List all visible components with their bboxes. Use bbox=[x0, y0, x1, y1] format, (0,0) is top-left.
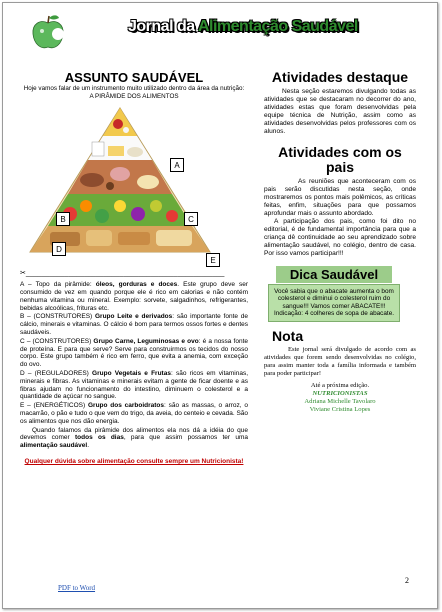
parents-text-1: As reuniões que aconteceram com os pais serão discutidas nesta seção, onde mostraremos os pontos mais polêmicos, as críticas feitas, enfim, situações para que possamos aprofundar mais o assunto abordado. bbox=[264, 178, 416, 218]
page-number: 2 bbox=[405, 576, 409, 585]
pyramid-label-e: E bbox=[206, 253, 220, 267]
activities-text: Nesta seção estaremos divulgando todas as atividades que se destacaram no decorrer do ano, atividades estas que foram desenvolvidas pela equipe técnica de Nutrição, assim como as atividades desenvolvidas pelos professores com os alunos. bbox=[264, 88, 416, 135]
p1-lead: A – Topo da pirâmide: bbox=[20, 281, 96, 289]
paragraph-b bbox=[20, 313, 248, 336]
p6-end: . bbox=[87, 442, 90, 450]
apple-logo-icon bbox=[28, 12, 68, 52]
tip-dose: Indicação: 4 colheres de sopa de abacate. bbox=[273, 310, 395, 318]
tip-box bbox=[268, 284, 400, 322]
pyramid-label-c: C bbox=[184, 212, 198, 226]
paragraph-conclusion bbox=[20, 427, 248, 450]
masthead-highlight: Alimentação Saudável bbox=[197, 18, 358, 35]
p1-bold: óleos, gorduras e doces bbox=[95, 281, 178, 289]
sign-group: NUTRICIONISTAS bbox=[312, 390, 368, 398]
tip-text: Você sabia que o abacate aumenta o bom colesterol e diminui o colesterol ruim do sangue!!! Vamos comer ABACATE!!! bbox=[274, 287, 394, 310]
p2-bold: Grupo Leite e derivados bbox=[94, 313, 173, 321]
paragraph-d bbox=[20, 370, 248, 401]
paragraph-a bbox=[20, 281, 248, 312]
pyramid-label-b: B bbox=[56, 212, 70, 226]
sign-name-2: Viviane Cristina Lopes bbox=[309, 406, 371, 414]
parents-title: Atividades com os pais bbox=[278, 144, 402, 176]
p2-rest: : são importante fonte de cálcio, minerais e vitaminas. O cálcio é bom para termos ossos fortes e dentes saudáveis. bbox=[20, 313, 248, 336]
sign-name-1: Adriana Michelle Tavolaro bbox=[304, 398, 376, 406]
nota-title: Nota bbox=[272, 327, 304, 344]
pyramid-label-a: A bbox=[170, 158, 184, 172]
signature-block bbox=[264, 382, 416, 415]
masthead-title bbox=[128, 18, 358, 36]
p3-rest: : é a nossa fonte de proteína. E para que serve? Serve para construirmos os tecidos do nosso corpo. Este grupo também é rico em ferro, que evita a anemia, com exceção do ovo. bbox=[20, 337, 248, 369]
p6-start: Quando falamos da pirâmide dos alimentos ela nos dá a idéia do que devemos comer bbox=[20, 426, 248, 442]
sign-intro: Até a próxima edição. bbox=[310, 381, 370, 389]
p5-rest: : são as massas, o arroz, o macarrão, o pão e tudo o que vem do trigo, da aveia, do centeio e cevada. São os alimentos que nos dão energia. bbox=[20, 402, 249, 425]
p2-lead: B – (CONSTRUTORES) bbox=[20, 313, 95, 321]
paragraph-c bbox=[20, 338, 248, 369]
masthead-prefix: Jornal da bbox=[128, 18, 198, 35]
dash-line: ___________________________________________________ bbox=[25, 270, 225, 278]
nutritionist-link[interactable]: Qualquer dúvida sobre alimentação consulte sempre um Nutricionista! bbox=[24, 457, 244, 465]
p5-lead: E – (ENERGÉTICOS) bbox=[20, 402, 88, 410]
p6-mid: , para que assim possamos ter uma bbox=[123, 434, 248, 442]
right-column bbox=[264, 70, 416, 415]
scissors-icon: ✂ bbox=[20, 270, 26, 278]
food-pyramid-image bbox=[20, 102, 220, 267]
pyramid-label-d: D bbox=[52, 242, 66, 256]
p6-bold1: todos os dias bbox=[75, 434, 124, 442]
p3-lead: C – (CONSTRUTORES) bbox=[20, 337, 94, 345]
food-pyramid bbox=[20, 102, 248, 267]
section-title-assunto: ASSUNTO SAUDÁVEL bbox=[64, 70, 204, 85]
paragraph-e bbox=[20, 402, 248, 425]
nota-text: Este jornal será divulgado de acordo com as atividades que forem sendo desenvolvidas no colégio, para assim manter toda a família informada e também para poder participar! bbox=[264, 345, 416, 377]
parents-text-2: A participação dos pais, como foi dito no editorial, é de fundamental importância para que a criança dê continuidade ao seu aprendizado sobre alimentação saudável, no colégio, dentro de casa. Por isso vamos participar!!! bbox=[264, 217, 416, 257]
intro-text: Hoje vamos falar de um instrumento muito utilizado dentro da área da nutrição: bbox=[23, 85, 245, 92]
cut-line bbox=[20, 269, 248, 277]
p1-rest: . Este grupo deve ser consumido de vez em quando porque ele é rico em calorias e não contém nenhuma vitamina ou mineral. Exemplo: sorvete, salgadinhos, refrigerantes, bebidas alcoólicas, frituras etc. bbox=[20, 281, 249, 312]
p4-rest: : são ricos em vitaminas, minerais e fibras. As vitaminas e minerais evitam a gente de ficar doente e as fibras ajudam no funcionamento do intestino, diminuem o colesterol e a quantidade de açúcar no sangue. bbox=[20, 369, 249, 401]
activities-title: Atividades destaque bbox=[271, 69, 409, 85]
pyramid-explanation bbox=[20, 281, 248, 450]
pyramid-caption: A PIRÂMIDE DOS ALIMENTOS bbox=[89, 92, 179, 100]
p4-bold: Grupo Vegetais e Frutas bbox=[92, 369, 171, 377]
pdf-to-word-link[interactable]: PDF to Word bbox=[58, 584, 96, 592]
p5-bold: Grupo dos carboidratos bbox=[87, 402, 165, 410]
tip-title: Dica Saudável bbox=[276, 266, 392, 283]
left-column bbox=[20, 70, 248, 465]
p4-lead: D – (REGULADORES) bbox=[20, 369, 93, 377]
p3-bold: Grupo Carne, Leguminosas e ovo bbox=[93, 337, 199, 345]
p6-bold2: alimentação saudável bbox=[20, 442, 88, 450]
